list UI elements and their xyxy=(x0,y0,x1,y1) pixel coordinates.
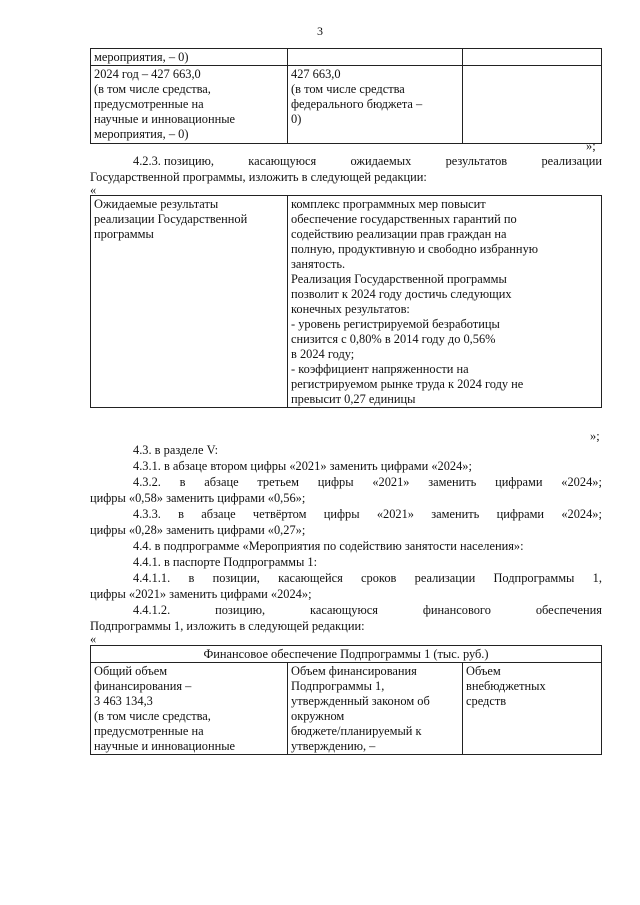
paragraph-4-4-1-2-line1: 4.4.1.2. позицию, касающуюся финансового обеспечения xyxy=(133,603,602,617)
table1-row1-col1: мероприятия, – 0) xyxy=(91,49,288,66)
table1-row2-col1: 2024 год – 427 663,0 (в том числе средства, предусмотренные на научные и инновационные мероприятия, – 0) xyxy=(91,66,288,144)
paragraph-4-3: 4.3. в разделе V: xyxy=(133,443,219,457)
paragraph-4-4-1-1-line1: 4.4.1.1. в позиции, касающейся сроков реализации Подпрограммы 1, xyxy=(133,571,602,585)
table1-row1-col3 xyxy=(463,49,602,66)
paragraph-4-4-1: 4.4.1. в паспорте Подпрограммы 1: xyxy=(133,555,318,569)
opening-quote: « xyxy=(90,183,97,197)
funding-table-continuation xyxy=(90,48,602,144)
subprogram-funding-table xyxy=(90,645,602,755)
table3-col3: Объем внебюджетных средств xyxy=(463,663,602,755)
paragraph-4-2-3-line2: Государственной программы, изложить в следующей редакции: xyxy=(90,170,427,184)
paragraph-4-4-1-1-line2: цифры «2021» заменить цифрами «2024»; xyxy=(90,587,312,601)
paragraph-4-4-1-2-line2: Подпрограммы 1, изложить в следующей редакции: xyxy=(90,619,365,633)
table2-col1: Ожидаемые результаты реализации Государственной программы xyxy=(91,196,288,408)
table3-header: Финансовое обеспечение Подпрограммы 1 (тыс. руб.) xyxy=(91,646,602,663)
table2-col2: комплекс программных мер повысит обеспечение государственных гарантий по содействию реализации прав граждан на полную, продуктивную и свободно избранную занятость. Реализация Государственной программы позволит к 2024 году достичь следующих конечных результатов: - уровень регистрируемой безработицы снизится с 0,80% в 2014 году до 0,56% в 2024 году; - коэффициент напряженности на регистрируемом рынке труда к 2024 году не превысит 0,27 единицы xyxy=(288,196,602,408)
table1-row2-col3 xyxy=(463,66,602,144)
paragraph-4-4: 4.4. в подпрограмме «Мероприятия по содействию занятости населения»: xyxy=(133,539,524,553)
paragraph-4-3-3-line2: цифры «0,28» заменить цифрами «0,27»; xyxy=(90,523,306,537)
paragraph-4-2-3-line1: 4.2.3. позицию, касающуюся ожидаемых результатов реализации xyxy=(133,154,602,168)
closing-quote: »; xyxy=(586,139,596,153)
expected-results-table xyxy=(90,195,602,408)
paragraph-4-3-2-line2: цифры «0,58» заменить цифрами «0,56»; xyxy=(90,491,306,505)
paragraph-4-3-1: 4.3.1. в абзаце втором цифры «2021» заменить цифрами «2024»; xyxy=(133,459,472,473)
table3-col1: Общий объем финансирования – 3 463 134,3 (в том числе средства, предусмотренные на научные и инновационные xyxy=(91,663,288,755)
table1-row2-col2: 427 663,0 (в том числе средства федерального бюджета – 0) xyxy=(288,66,463,144)
opening-quote: « xyxy=(90,632,97,646)
closing-quote: »; xyxy=(590,429,600,443)
page-number: 3 xyxy=(317,24,323,38)
paragraph-4-3-3-line1: 4.3.3. в абзаце четвёртом цифры «2021» заменить цифрами «2024»; xyxy=(133,507,602,521)
table3-col2: Объем финансирования Подпрограммы 1, утвержденный законом об окружном бюджете/планируемый к утверждению, – xyxy=(288,663,463,755)
table1-row1-col2 xyxy=(288,49,463,66)
paragraph-4-3-2-line1: 4.3.2. в абзаце третьем цифры «2021» заменить цифрами «2024»; xyxy=(133,475,602,489)
